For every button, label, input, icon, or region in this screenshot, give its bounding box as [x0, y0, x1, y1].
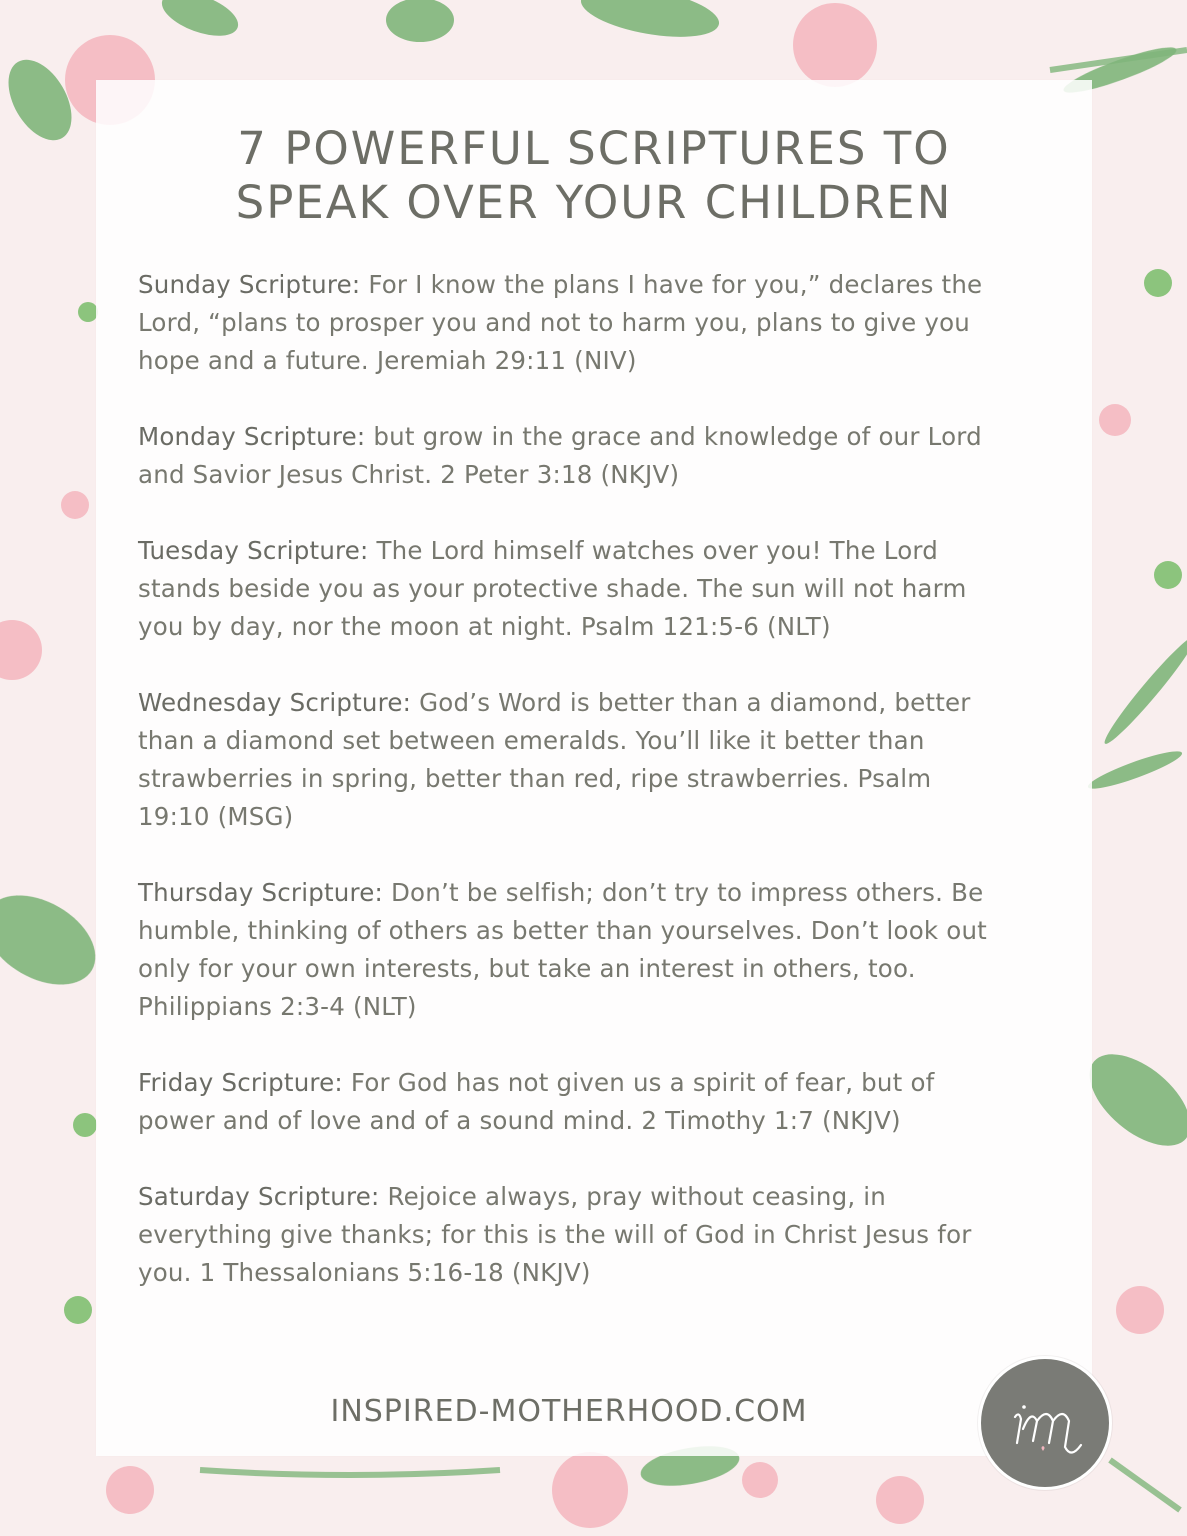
title-line-2: SPEAK OVER YOUR CHILDREN: [235, 176, 953, 229]
brand-logo: [978, 1356, 1112, 1490]
day-label: Saturday Scripture:: [138, 1182, 380, 1211]
day-label: Thursday Scripture:: [138, 878, 383, 907]
scripture-text: but grow in the grace and knowledge of our Lord and Savior Jesus Christ. 2 Peter 3:18 (NKJV): [138, 422, 982, 489]
scripture-entry-friday: [138, 1064, 988, 1140]
stem-decoration: [1110, 1460, 1180, 1510]
stem-decoration: [200, 1470, 500, 1475]
rose-decoration: [1116, 1286, 1164, 1334]
rose-decoration: [552, 1452, 628, 1528]
rose-decoration: [1099, 404, 1131, 436]
day-label: Sunday Scripture:: [138, 270, 361, 299]
leaf-decoration: [386, 0, 454, 42]
leaf-decoration: [1085, 745, 1184, 794]
rose-decoration: [742, 1462, 778, 1498]
scripture-list: [138, 266, 988, 1330]
scripture-entry-monday: [138, 418, 988, 494]
bud-decoration: [1154, 561, 1182, 589]
scripture-entry-sunday: [138, 266, 988, 380]
leaf-decoration: [0, 877, 111, 1003]
scripture-text: The Lord himself watches over you! The Lord stands beside you as your protective shade. The sun will not harm you by day, nor the moon at night. Psalm 121:5-6 (NLT): [138, 536, 967, 641]
page-title: [96, 122, 1092, 230]
scripture-entry-saturday: [138, 1178, 988, 1292]
scripture-text: Don’t be selfish; don’t try to impress others. Be humble, thinking of others as better than yourselves. Don’t look out only for your own interests, but take an interest in others, too. Philippians 2:3-4 (NLT): [138, 878, 987, 1021]
site-url[interactable]: INSPIRED-MOTHERHOOD.COM: [330, 1394, 808, 1429]
scripture-text: Rejoice always, pray without ceasing, in everything give thanks; for this is the will of God in Christ Jesus for you. 1 Thessalonians 5:16-18 (NKJV): [138, 1182, 972, 1287]
im-monogram-icon: [981, 1359, 1109, 1487]
title-line-1: 7 POWERFUL SCRIPTURES TO: [237, 122, 951, 175]
rose-decoration: [106, 1466, 154, 1514]
scripture-entry-thursday: [138, 874, 988, 1026]
bud-decoration: [78, 302, 98, 322]
bud-decoration: [73, 1113, 97, 1137]
day-label: Wednesday Scripture:: [138, 688, 412, 717]
scripture-text: For God has not given us a spirit of fear, but of power and of love and of a sound mind. 2 Timothy 1:7 (NKJV): [138, 1068, 935, 1135]
bud-decoration: [64, 1296, 92, 1324]
scripture-text: For I know the plans I have for you,” declares the Lord, “plans to prosper you and not to harm you, plans to give you hope and a future. Jeremiah 29:11 (NIV): [138, 270, 983, 375]
bud-decoration: [1144, 269, 1172, 297]
leaf-decoration: [1099, 631, 1187, 749]
day-label: Monday Scripture:: [138, 422, 366, 451]
rose-decoration: [61, 491, 89, 519]
scripture-entry-tuesday: [138, 532, 988, 646]
scripture-text: God’s Word is better than a diamond, better than a diamond set between emeralds. You’ll like it better than strawberries in spring, better than red, ripe strawberries. Psalm 19:10 (MSG): [138, 688, 971, 831]
leaf-decoration: [577, 0, 723, 46]
day-label: Tuesday Scripture:: [138, 536, 369, 565]
day-label: Friday Scripture:: [138, 1068, 343, 1097]
rose-decoration: [793, 3, 877, 87]
leaf-decoration: [156, 0, 243, 45]
rose-decoration: [876, 1476, 924, 1524]
rose-decoration: [0, 620, 42, 680]
scripture-entry-wednesday: [138, 684, 988, 836]
